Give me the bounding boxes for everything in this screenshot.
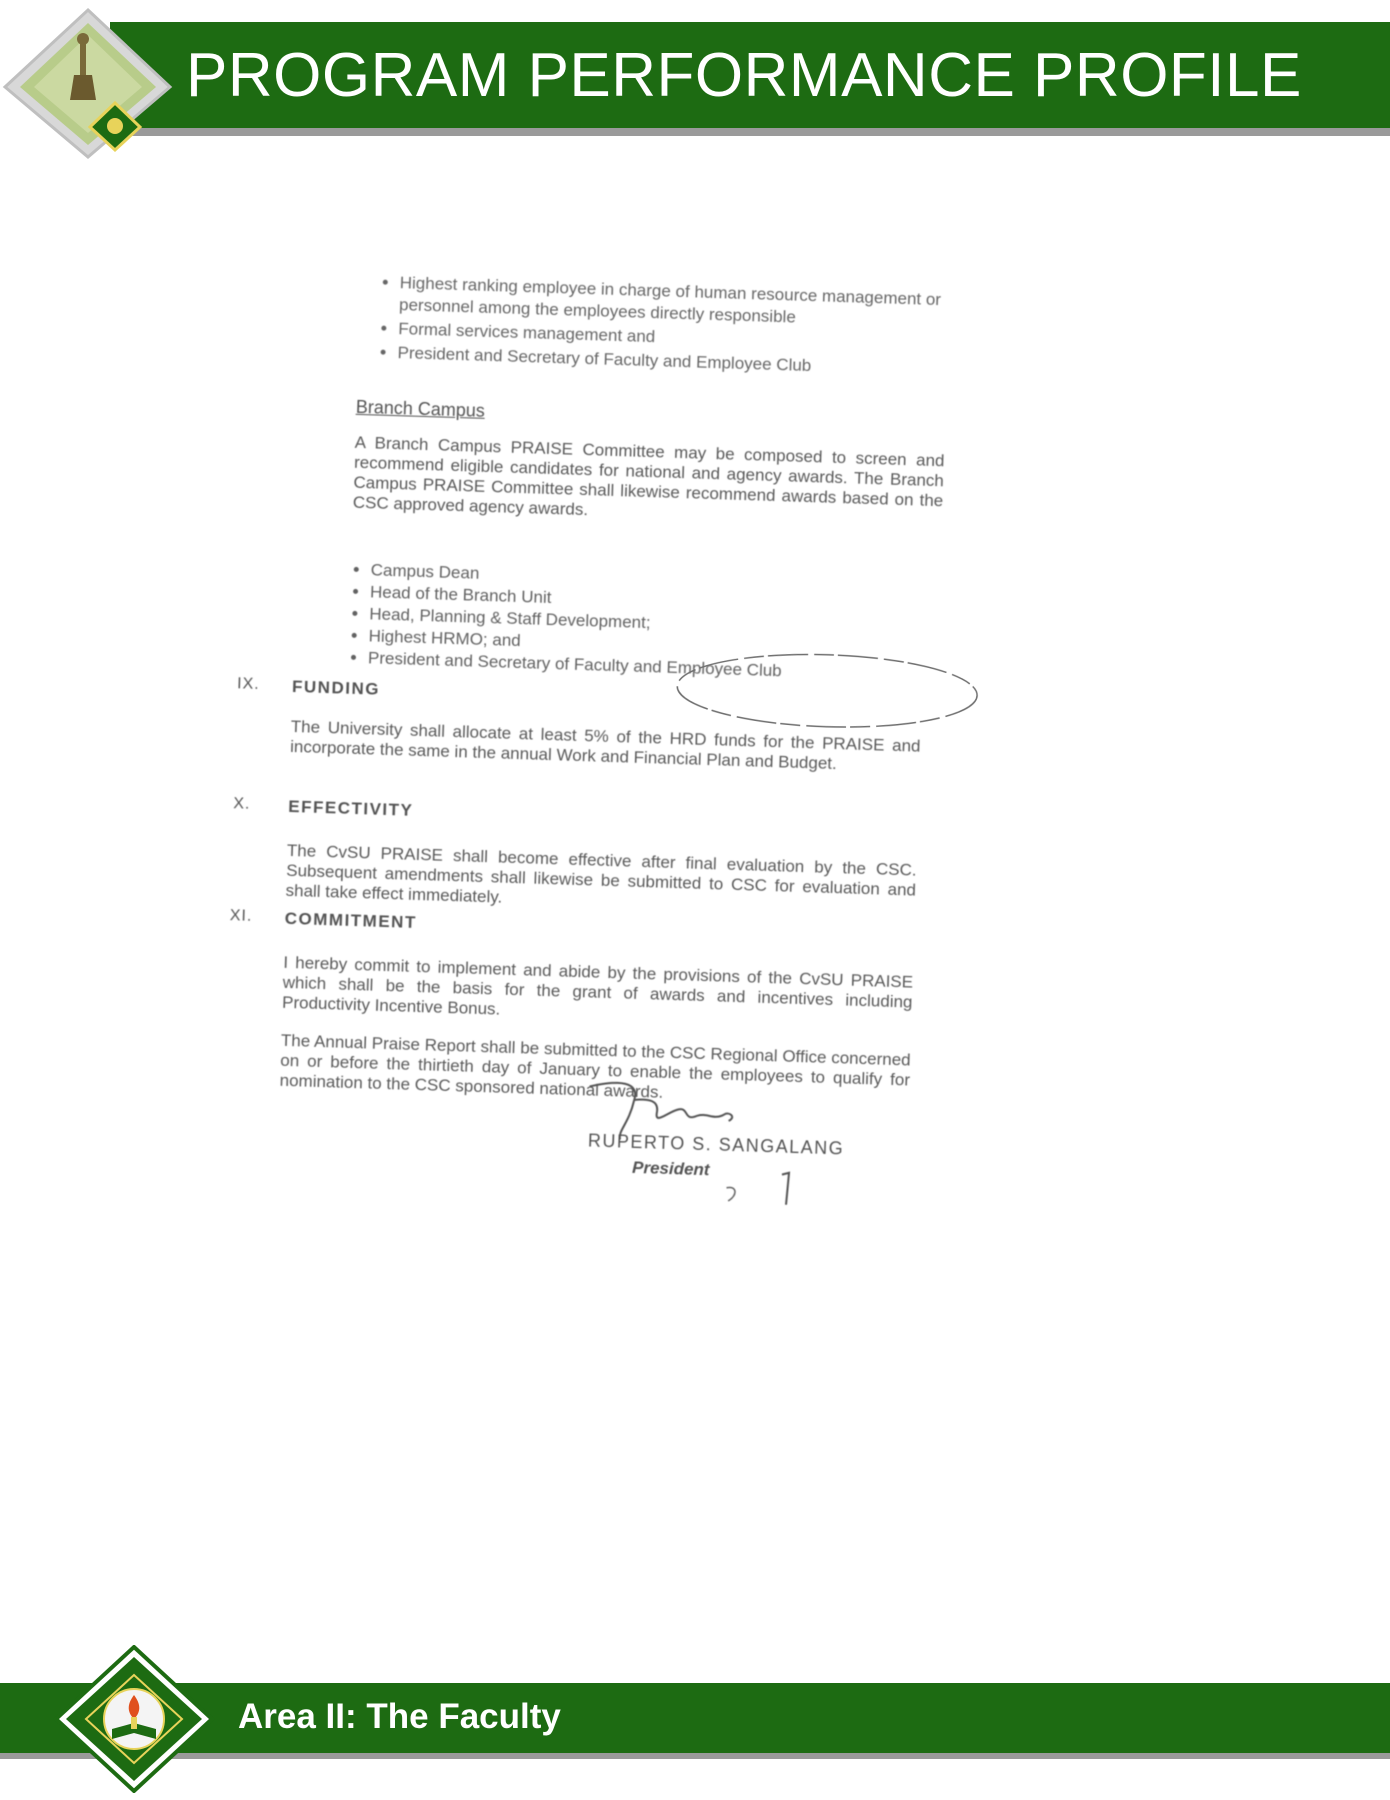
praise-report-paragraph: The Annual Praise Report shall be submitted to the CSC Regional Office concerned on or before the thirtieth day of January to enable the employees to qualify for nomination to the CSC sponsored national awards. [279, 1030, 911, 1102]
funding-paragraph: The University shall allocate at least 5% of the HRD funds for the PRAISE and incorporate the same in the annual Work and Financial Plan and Budget. [289, 716, 921, 774]
list-item: • Formal services management and [398, 318, 1008, 359]
university-seal-icon [52, 1645, 216, 1793]
handwritten-circle-mark [666, 631, 989, 751]
header-rule [110, 128, 1390, 136]
list-item: • Highest HRMO; and [368, 625, 782, 660]
list-item: • President and Secretary of Faculty and Employee Club [397, 342, 1007, 383]
signatory-name: RUPERTO S. SANGALANG [587, 1130, 845, 1159]
section-numeral: X. [233, 795, 251, 813]
list-item: • Head, Planning & Staff Development; [369, 603, 783, 638]
section-title: COMMITMENT [284, 908, 418, 932]
document-body [207, 266, 1089, 1180]
university-monument-logo [0, 5, 175, 165]
section-numeral: XI. [229, 907, 253, 925]
commitment-paragraph: I hereby commit to implement and abide by the provisions of the CvSU PRAISE which shall be the basis for the grant of awards and incentives including Productivity Incentive Bonus. [281, 952, 914, 1019]
list-item: • Campus Dean [370, 559, 784, 594]
effectivity-paragraph: The CvSU PRAISE shall become effective after final evaluation by the CSC. Subsequent amendments shall likewise be submitted to CSC for evaluation and shall take effect immediately. [285, 840, 917, 907]
list-item: • President and Secretary of Faculty and Employee Club [368, 647, 782, 682]
section-title: EFFECTIVITY [287, 796, 414, 820]
top-bullet-list [207, 266, 1089, 386]
scanned-document [170, 266, 1090, 1583]
branch-campus-paragraph: A Branch Campus PRAISE Committee may be composed to screen and recommend eligible candidates for national and agency awards. The Branch Campus PRAISE Committee shall likewise recommend awards based on the CSC approved agency awards. [352, 432, 945, 520]
section-numeral: IX. [236, 675, 260, 693]
list-item: • Head of the Branch Unit [370, 581, 784, 616]
list-item: • Highest ranking employee in charge of human resource management or personnel among the employees directly responsible [399, 272, 1010, 335]
signatory-title: President [631, 1157, 710, 1180]
footer-area-label: Area II: The Faculty [238, 1697, 561, 1736]
section-title: FUNDING [291, 676, 381, 699]
branch-campus-heading: Branch Campus [355, 396, 486, 421]
page-title: PROGRAM PERFORMANCE PROFILE [186, 41, 1302, 110]
